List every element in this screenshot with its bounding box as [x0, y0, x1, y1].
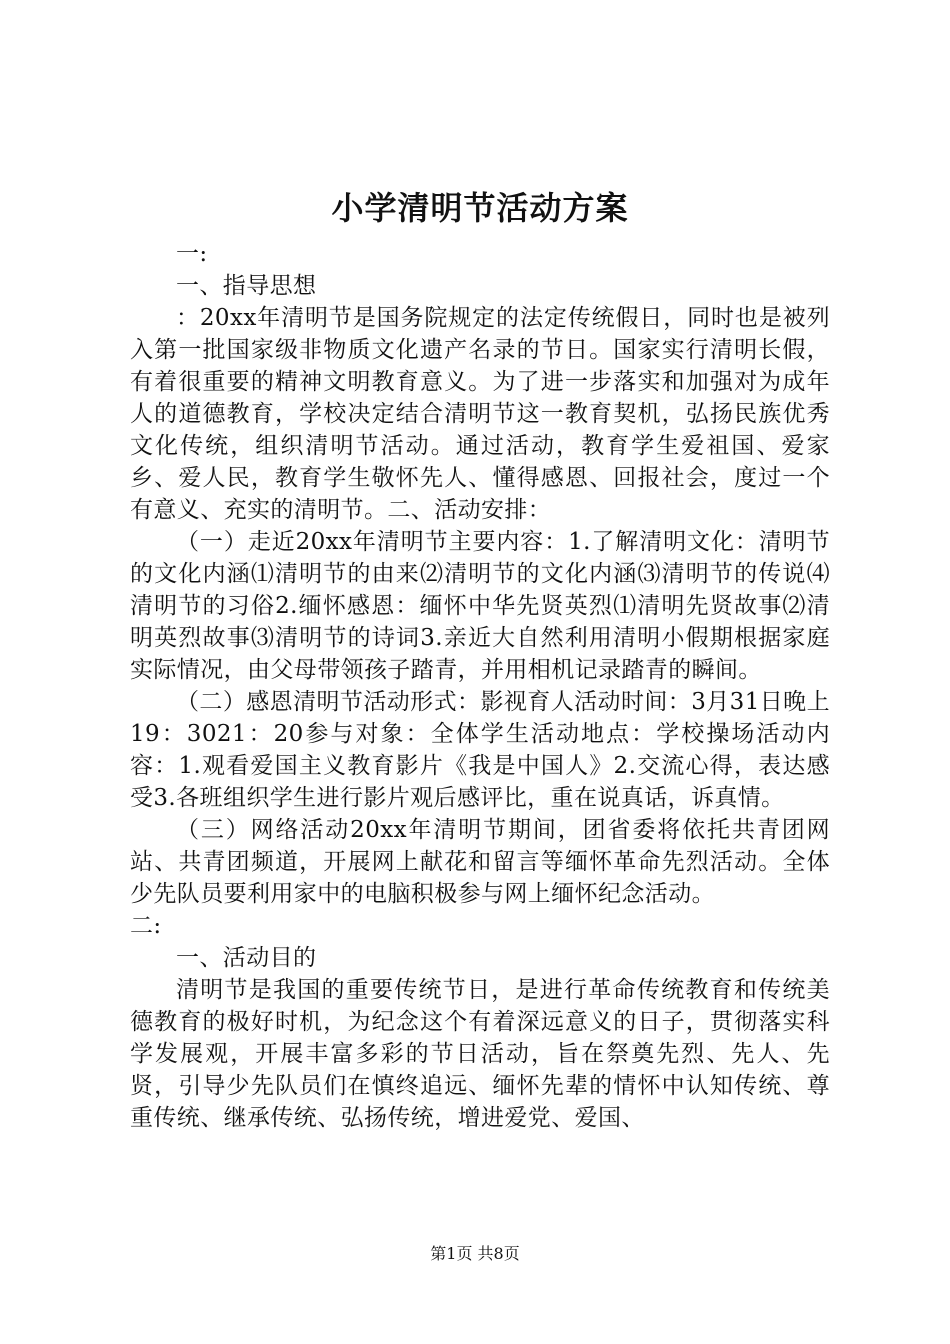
paragraph-activity-purpose: 清明节是我国的重要传统节日，是进行革命传统教育和传统美德教育的极好时机，为纪念这个有着深远意义的日子，贯彻落实科学发展观，开展丰富多彩的节日活动，旨在祭奠先烈、先人、先贤，引导少先队员们在慎终追远、缅怀先辈的情怀中认知传统、尊重传统、继承传统、弘扬传统，增进爱党、爱国、: [130, 977, 830, 1131]
page-footer: 第1页 共8页: [430, 1244, 520, 1263]
section-heading-two: 二:: [130, 913, 162, 939]
paragraph-activity-three: （三）网络活动20xx年清明节期间，团省委将依托共青团网站、共青团频道，开展网上献花和留言等缅怀革命先烈活动。全体少先队员要利用家中的电脑积极参与网上缅怀纪念活动。: [130, 817, 830, 907]
paragraph-guiding-ideology: ：20xx年清明节是国务院规定的法定传统假日，同时也是被列入第一批国家级非物质文化遗产名录的节日。国家实行清明长假，有着很重要的精神文明教育意义。为了进一步落实和加强对为成年人的道德教育，学校决定结合清明节这一教育契机，弘扬民族优秀文化传统，组织清明节活动。通过活动，教育学生爱祖国、爱家乡、爱人民，教育学生敬怀先人、懂得感恩、回报社会，度过一个有意义、充实的清明节。二、活动安排：: [130, 305, 830, 523]
heading-activity-purpose: 一、活动目的: [176, 945, 317, 971]
document-body: [130, 238, 830, 1134]
document-title: 小学清明节活动方案: [331, 189, 629, 227]
section-heading-one: 一:: [176, 241, 208, 267]
paragraph-activity-two: （二）感恩清明节活动形式：影视育人活动时间：3月31日晚上19：3021：20参与对象：全体学生活动地点：学校操场活动内容：1.观看爱国主义教育影片《我是中国人》2.交流心得，表达感受3.各班组织学生进行影片观后感评比，重在说真话，诉真情。: [130, 689, 830, 811]
paragraph-activity-one: （一）走近20xx年清明节主要内容：1.了解清明文化：清明节的文化内涵⑴清明节的由来⑵清明节的文化内涵⑶清明节的传说⑷清明节的习俗2.缅怀感恩：缅怀中华先贤英烈⑴清明先贤故事⑵清明英烈故事⑶清明节的诗词3.亲近大自然利用清明小假期根据家庭实际情况，由父母带领孩子踏青，并用相机记录踏青的瞬间。: [130, 529, 830, 683]
heading-guiding-ideology: 一、指导思想: [176, 273, 317, 299]
